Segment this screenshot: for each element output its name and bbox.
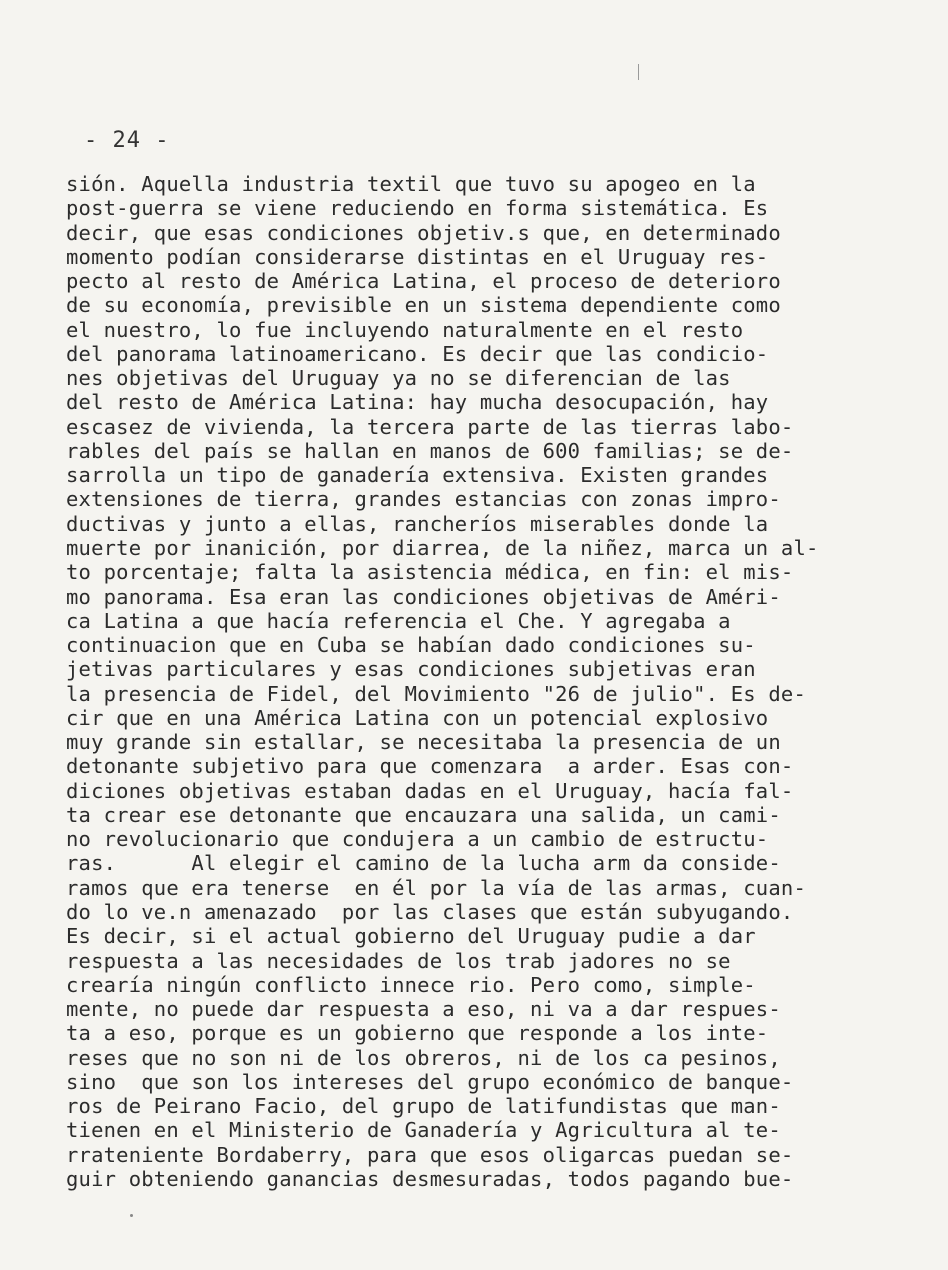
text-line: ductivas y junto a ellas, rancheríos miserables donde la — [66, 511, 769, 536]
text-line: do lo ve.n amenazado por las clases que están subyugando. — [66, 899, 794, 924]
text-line: ros de Peirano Facio, del grupo de latifundistas que man- — [66, 1094, 781, 1119]
text-line: sarrolla un tipo de ganadería extensiva. Existen grandes — [66, 463, 769, 488]
text-line: de su economía, previsible en un sistema dependiente como — [66, 293, 781, 318]
page-number: - 24 - — [84, 128, 170, 153]
text-line: del resto de América Latina: hay mucha desocupación, hay — [66, 390, 769, 415]
text-line: ta crear ese detonante que encauzara una salida, un cami- — [66, 802, 781, 827]
text-line: cir que en una América Latina con un potencial explosivo — [66, 705, 769, 730]
text-line: respuesta a las necesidades de los trab jadores no se — [66, 948, 731, 973]
text-line: continuacion que en Cuba se habían dado condiciones su- — [66, 633, 756, 658]
stray-ink-dot — [130, 1214, 133, 1217]
text-line: ramos que era tenerse en él por la vía de las armas, cuan- — [66, 875, 806, 900]
text-line: jetivas particulares y esas condiciones subjetivas eran — [66, 657, 756, 682]
text-line: sino que son los intereses del grupo económico de banque- — [66, 1069, 794, 1094]
text-line: el nuestro, lo fue incluyendo naturalmente en el resto — [66, 317, 744, 342]
text-line: escasez de vivienda, la tercera parte de las tierras labo- — [66, 414, 794, 439]
text-line: guir obteniendo ganancias desmesuradas, todos pagando bue- — [66, 1166, 794, 1191]
text-line: ras. Al elegir el camino de la lucha arm da conside- — [66, 851, 781, 876]
text-line: crearía ningún conflicto innece rio. Pero como, simple- — [66, 972, 756, 997]
text-line: post-guerra se viene reduciendo en forma sistemática. Es — [66, 196, 769, 221]
text-line: muerte por inanición, por diarrea, de la niñez, marca un al- — [66, 535, 819, 560]
text-line: ta a eso, porque es un gobierno que responde a los inte- — [66, 1021, 769, 1046]
text-line: del panorama latinoamericano. Es decir que las condicio- — [66, 341, 769, 366]
text-line: ca Latina a que hacía referencia el Che. Y agregaba a — [66, 608, 731, 633]
text-line: rables del país se hallan en manos de 600 familias; se de- — [66, 438, 794, 463]
text-line: decir, que esas condiciones objetiv.s que, en determinado — [66, 220, 781, 245]
stray-ink-mark — [638, 64, 639, 80]
text-line: detonante subjetivo para que comenzara a arder. Esas con- — [66, 754, 794, 779]
text-line: tienen en el Ministerio de Ganadería y Agricultura al te- — [66, 1118, 781, 1143]
text-line: reses que no son ni de los obreros, ni de los ca pesinos, — [66, 1045, 781, 1070]
text-line: nes objetivas del Uruguay ya no se diferencian de las — [66, 366, 731, 391]
text-line: diciones objetivas estaban dadas en el Uruguay, hacía fal- — [66, 778, 794, 803]
text-line: mente, no puede dar respuesta a eso, ni va a dar respues- — [66, 997, 781, 1022]
text-line: la presencia de Fidel, del Movimiento "26 de julio". Es de- — [66, 681, 806, 706]
body-text — [66, 172, 936, 1191]
text-line: to porcentaje; falta la asistencia médica, en fin: el mis- — [66, 560, 794, 585]
text-line: pecto al resto de América Latina, el proceso de deterioro — [66, 269, 781, 294]
text-line: Es decir, si el actual gobierno del Uruguay pudie a dar — [66, 924, 756, 949]
text-line: no revolucionario que condujera a un cambio de estructu- — [66, 827, 769, 852]
text-line: sión. Aquella industria textil que tuvo su apogeo en la — [66, 172, 756, 196]
text-line: rrateniente Bordaberry, para que esos oligarcas puedan se- — [66, 1142, 794, 1167]
text-line: mo panorama. Esa eran las condiciones objetivas de Améri- — [66, 584, 781, 609]
text-line: extensiones de tierra, grandes estancias con zonas impro- — [66, 487, 781, 512]
text-line: muy grande sin estallar, se necesitaba la presencia de un — [66, 730, 781, 755]
text-line: momento podían considerarse distintas en el Uruguay res- — [66, 244, 769, 269]
